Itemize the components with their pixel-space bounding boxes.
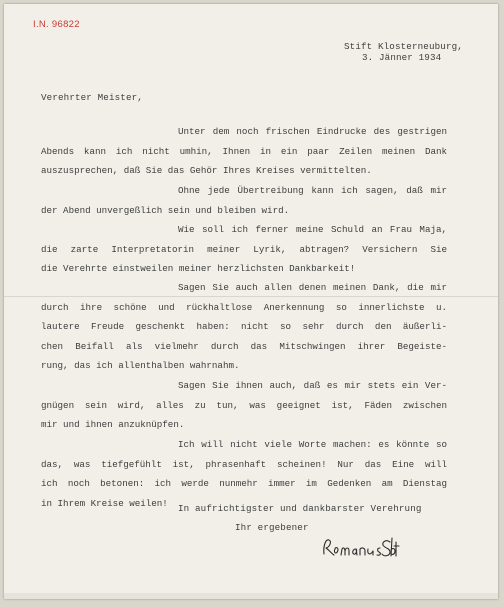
text-line: chen Beifall als vielmehr durch das Mitschwingen ihrer Begeiste- (41, 340, 447, 352)
handwritten-signature (320, 534, 400, 560)
paragraph-4 (41, 278, 447, 376)
text-line: Ohne jede Übertreibung kann ich sagen, daß mir (178, 185, 447, 196)
closing-line-2: Ihr ergebener (235, 522, 309, 533)
text-line: Ich will nicht viele Worte machen: es könnte so (178, 439, 447, 450)
text-line: Abends kann ich nicht umhin, Ihnen in ein paar Zeilen meinen Dank (41, 145, 447, 157)
page-bottom-edge (4, 593, 498, 599)
inventory-number: I.N. 96822 (33, 19, 80, 30)
text-line: gnügen sein wird, alles zu tun, was geeignet ist, Fäden zwischen (41, 399, 447, 411)
text-line: Sagen Sie auch allen denen meinen Dank, die mir (178, 282, 447, 293)
text-line: ich noch betonen: ich werde nunmehr immer im Gedenken am Dienstag (41, 478, 447, 490)
text-line: in Ihrem Kreise weilen! (41, 497, 168, 509)
text-line: lautere Freude geschenkt haben: nicht so sehr durch den äußerli- (41, 321, 447, 333)
text-line: auszusprechen, daß Sie das Gehör Ihres Kreises vermittelten. (41, 165, 372, 177)
text-line: Sagen Sie ihnen auch, daß es mir stets ein Ver- (178, 380, 447, 391)
letter-sheet (4, 4, 498, 599)
closing-line: In aufrichtigster und dankbarster Verehrung (178, 503, 422, 514)
text-line: die zarte Interpretatorin meiner Lyrik, abtragen? Versichern Sie (41, 243, 447, 255)
salutation: Verehrter Meister, (41, 92, 143, 103)
paragraph-2 (41, 181, 447, 220)
text-line: rung, das ich allenthalben wahrnahm. (41, 360, 240, 372)
text-line: Unter dem noch frischen Eindrucke des gestrigen (178, 126, 447, 137)
paragraph-3 (41, 220, 447, 279)
text-line: mir und ihnen anzuknüpfen. (41, 419, 185, 431)
date-line: 3. Jänner 1934 (362, 52, 442, 63)
text-line: Wie soll ich ferner meine Schuld an Frau Maja, (178, 224, 447, 235)
place-line: Stift Klosterneuburg, (344, 41, 463, 52)
text-line: durch ihre schöne und rückhaltlose Anerkennung so innerlichste u. (41, 301, 447, 313)
paragraph-1 (41, 122, 447, 181)
text-line: der Abend unvergeßlich sein und bleiben wird. (41, 204, 290, 216)
text-line: die Verehrte einstweilen meiner herzlichsten Dankbarkeit! (41, 263, 356, 275)
paragraph-5 (41, 376, 447, 435)
paragraph-6 (41, 435, 447, 513)
text-line: das, was tiefgefühlt ist, phrasenhaft scheinen! Nur das Eine will (41, 458, 447, 470)
